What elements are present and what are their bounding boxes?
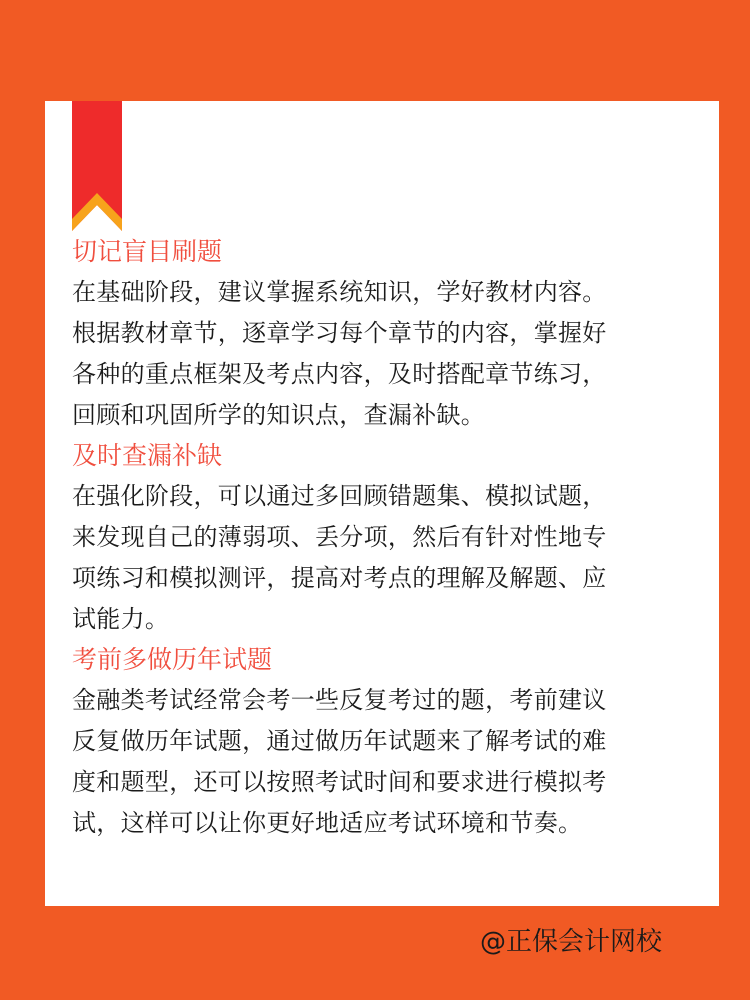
paragraph-line: 金融类考试经常会考一些反复考过的题，考前建议 (72, 686, 607, 714)
bookmark-ribbon-icon (72, 101, 122, 231)
paragraph-line: 项练习和模拟测评，提高对考点的理解及解题、应 (72, 564, 607, 592)
paragraph-line: 根据教材章节，逐章学习每个章节的内容，掌握好 (72, 319, 607, 347)
paragraph-line: 各种的重点框架及考点内容，及时搭配章节练习， (72, 360, 607, 388)
content-card (45, 101, 719, 906)
section-paragraph-2 (72, 476, 702, 640)
section-title-1: 切记盲目刷题 (72, 237, 223, 266)
paragraph-line: 在基础阶段，建议掌握系统知识，学好教材内容。 (72, 278, 607, 306)
article-body (72, 232, 702, 844)
paragraph-line: 来发现自己的薄弱项、丢分项，然后有针对性地专 (72, 523, 607, 551)
paragraph-line: 回顾和巩固所学的知识点，查漏补缺。 (72, 401, 486, 429)
section-paragraph-3 (72, 680, 702, 844)
paragraph-line: 试，这样可以让你更好地适应考试环境和节奏。 (72, 809, 583, 837)
paragraph-line: 度和题型，还可以按照考试时间和要求进行模拟考 (72, 768, 607, 796)
section-paragraph-1 (72, 272, 702, 436)
paragraph-line: 在强化阶段，可以通过多回顾错题集、模拟试题， (72, 482, 607, 510)
section-title-3: 考前多做历年试题 (72, 645, 273, 674)
section-title-2: 及时查漏补缺 (72, 441, 223, 470)
footer-credit: @正保会计网校 (480, 927, 663, 957)
paragraph-line: 试能力。 (72, 605, 170, 633)
paragraph-line: 反复做历年试题，通过做历年试题来了解考试的难 (72, 727, 607, 755)
